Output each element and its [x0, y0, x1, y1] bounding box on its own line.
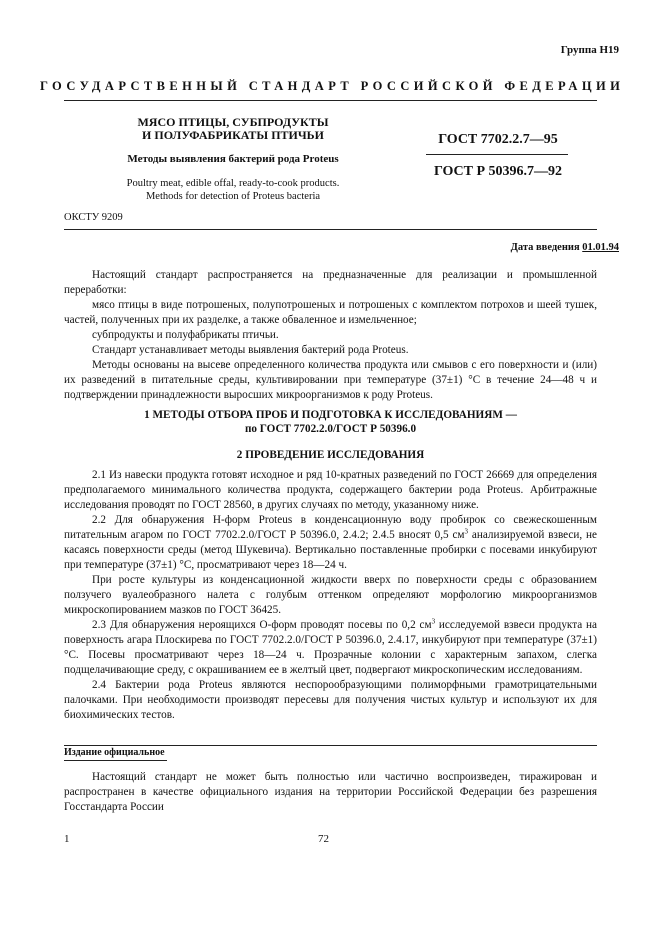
- header-bottom-rule: [64, 229, 597, 230]
- intro-paragraph: мясо птицы в виде потрошеных, полупотрошеных и потрошеных с комплектом потрохов и шеей тушек, частей, полученных при их разделке, а также обваленное и измельченное;: [64, 299, 597, 326]
- introduction-date: [511, 242, 619, 253]
- section-2-heading: 2 ПРОВЕДЕНИЕ ИССЛЕДОВАНИЯ: [236, 449, 425, 461]
- gost-divider: [426, 154, 568, 155]
- section-1-heading-line2: по ГОСТ 7702.2.0/ГОСТ Р 50396.0: [244, 423, 417, 435]
- paragraph-2-2-part1: 2.2 Для обнаружения Н-форм Proteus в конденсационную воду пробирок со свежескошенным питательным агаром по ГОСТ 7702.2.0/ГОСТ Р 50396.0, 2.4.2; 2.4.5 вносят 0,5 см: [64, 514, 597, 541]
- section-1-heading: [64, 408, 597, 436]
- gost-number-1: ГОСТ 7702.2.7—95: [438, 132, 558, 147]
- intro-date-value: 01.01.94: [582, 242, 619, 253]
- methods-title-ru: Методы выявления бактерий рода Proteus: [127, 153, 339, 165]
- intro-section: [64, 268, 597, 403]
- paragraph-2-2-part2: анализируемой взвеси, не касаясь поверхности среды (метод Шукевича). Вертикально поставленные пробирки с посевами инкубируют при температуре (37±1) °С, просматривают через 18—24 ч.: [64, 529, 597, 571]
- paragraph-2-4: 2.4 Бактерии рода Proteus являются неспорообразующими полиморфными грамотрицательными палочками. При необходимости производят пересевы для получения чистых культур и используют их для биохимических тестов.: [64, 679, 597, 721]
- cubic-superscript: 3: [431, 617, 436, 626]
- cubic-superscript: 3: [464, 527, 469, 536]
- intro-paragraph: Стандарт устанавливает методы выявления бактерий рода Proteus.: [92, 344, 409, 356]
- paragraph-2-1: 2.1 Из навески продукта готовят исходное и ряд 10-кратных разведений по ГОСТ 26669 для определения предполагаемого минимального количества продукта, содержащего бактерии рода Proteus. Арбитражные исследования проводят по ГОСТ 28560, в других случаях по методу, указанному ниже.: [64, 469, 597, 511]
- paragraph-2-3: [64, 618, 597, 678]
- copyright-paragraph: Настоящий стандарт не может быть полностью или частично воспроизведен, тиражирован и распространен в качестве официального издания на территории Российской Федерации без разрешения Госстандарта России: [64, 771, 597, 813]
- section-2-body: [64, 468, 597, 723]
- state-standard-title: ГОСУДАРСТВЕННЫЙ СТАНДАРТ РОССИЙСКОЙ ФЕДЕРАЦИИ: [40, 79, 625, 93]
- product-title: [104, 116, 362, 142]
- paragraph-growth: При росте культуры из конденсационной жидкости вверх по поверхности среды с образованием ползучего вуалеобразного налета с голубым оттенком определяют морфологию микроорганизмов микроскопированием мазков по ГОСТ 36425.: [64, 574, 597, 616]
- okstu-code: ОКСТУ 9209: [64, 212, 123, 223]
- product-title-line1: МЯСО ПТИЦЫ, СУБПРОДУКТЫ: [137, 115, 329, 129]
- edition-underline: [64, 760, 167, 761]
- product-title-line2: И ПОЛУФАБРИКАТЫ ПТИЧЬИ: [142, 128, 324, 142]
- gost-number-2: ГОСТ Р 50396.7—92: [433, 164, 563, 179]
- edition-label: Издание официальное: [64, 747, 165, 758]
- paragraph-2-2: [64, 513, 597, 573]
- intro-paragraph: субпродукты и полуфабрикаты птичьи.: [92, 329, 279, 341]
- page-left-marker: 1: [64, 833, 70, 845]
- intro-date-label: Дата введения: [510, 242, 583, 253]
- section-1-heading-line1: 1 МЕТОДЫ ОТБОРА ПРОБ И ПОДГОТОВКА К ИССЛЕДОВАНИЯМ —: [144, 409, 517, 421]
- intro-paragraph: Методы основаны на высеве определенного количества продукта или смывов с его поверхности и (или) их разведений в питательные среды, культивировании при температуре (37±1) °С в течение 24—48 ч и подтверждении принадлежности выросших микроорганизмов к роду Proteus.: [64, 359, 597, 401]
- top-rule: [64, 100, 597, 101]
- methods-title-en-line1: Poultry meat, edible offal, ready-to-cook products.: [126, 178, 340, 189]
- group-label: Группа Н19: [560, 44, 619, 56]
- methods-title-en: [104, 178, 362, 203]
- methods-title-en-line2: Methods for detection of Proteus bacteria: [145, 190, 321, 202]
- paragraph-2-3-part2: исследуемой взвеси продукта на поверхность агара Плоскирева по ГОСТ 7702.2.0/ГОСТ Р 50396.0, 2.4.17, инкубируют при температуре (37±1) °С. Посевы просматривают через 18—24 ч. Прозрачные колонии с характерным запахом, слегка подщелачивающие среду, с окрашиванием ее в желтый цвет, подвергают микроскопическим исследованиям.: [64, 619, 597, 676]
- intro-paragraph: Настоящий стандарт распространяется на предназначенные для реализации и промышленной переработки:: [64, 269, 597, 296]
- paragraph-2-3-part1: 2.3 Для обнаружения нероящихся О-форм проводят посевы по 0,2 см: [92, 619, 432, 631]
- copyright-notice: [64, 770, 597, 815]
- page-number: 72: [318, 833, 329, 845]
- edition-rule: [64, 745, 597, 746]
